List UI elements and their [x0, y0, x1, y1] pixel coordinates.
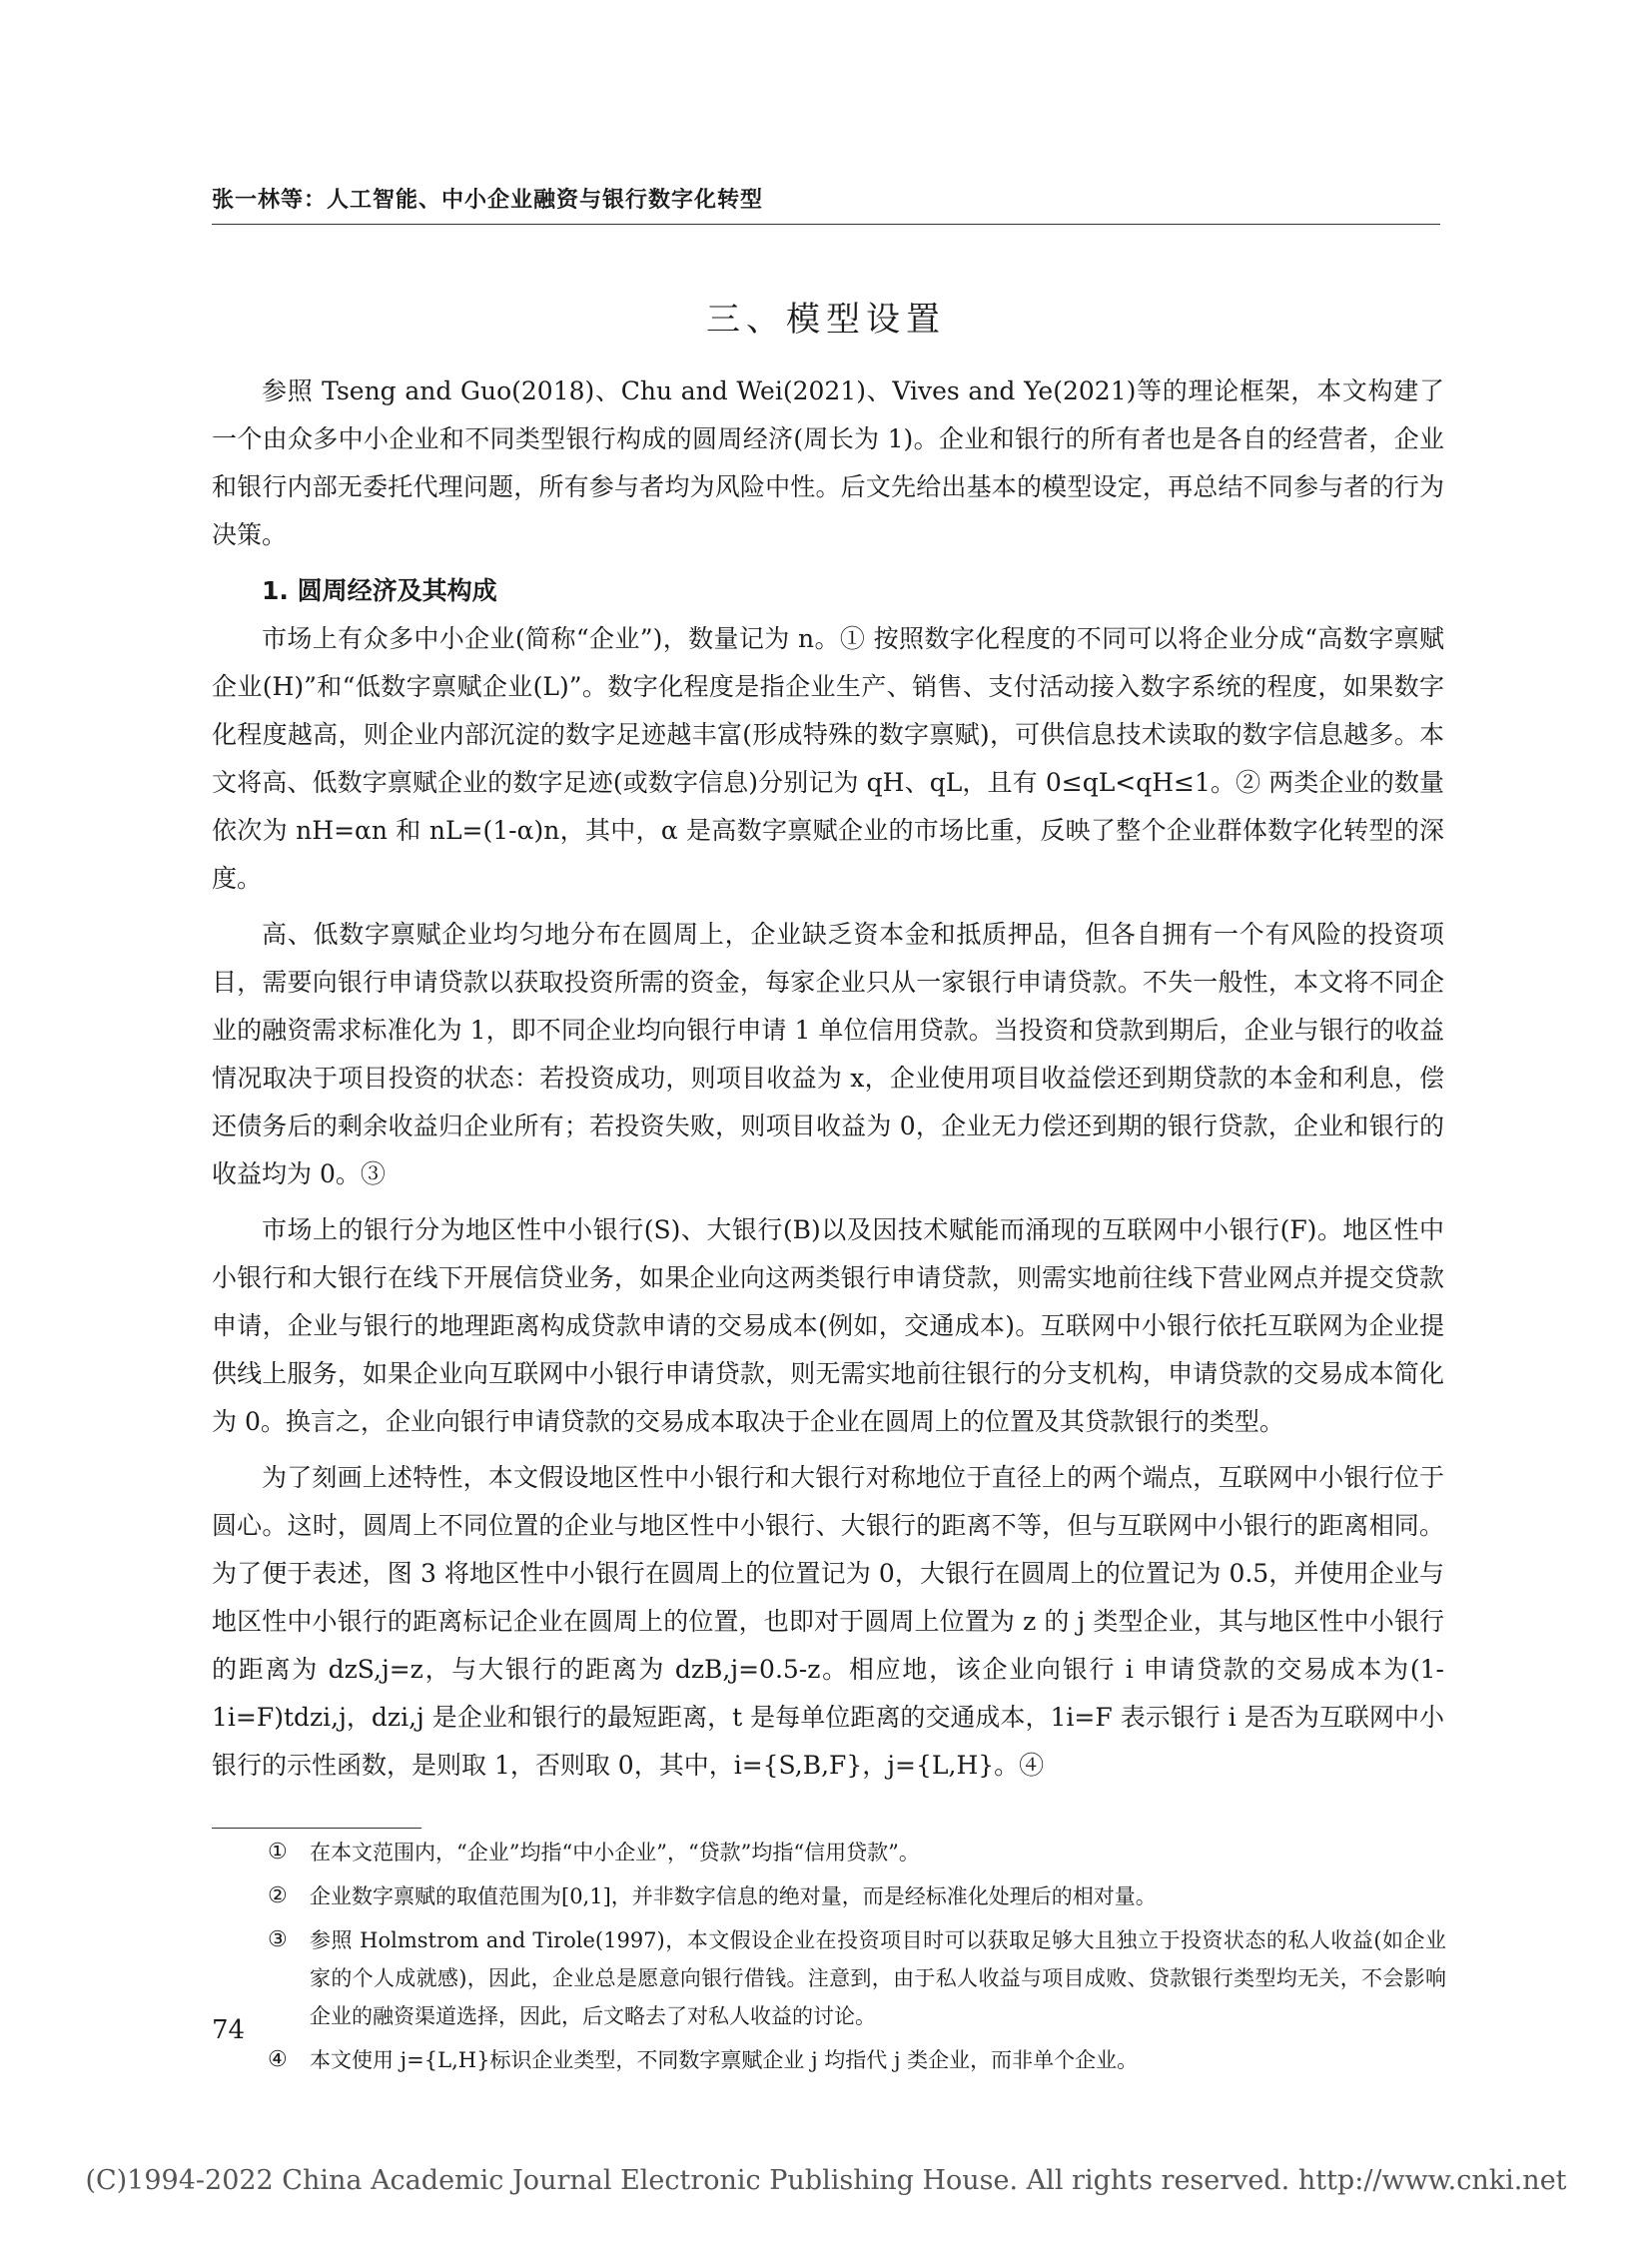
footnote-text: 在本文范围内，“企业”均指“中小企业”，“贷款”均指“信用贷款”。	[310, 1841, 920, 1865]
page-number: 74	[212, 2015, 246, 2045]
section-title: 三、模型设置	[706, 300, 946, 340]
header-divider	[212, 224, 1440, 225]
running-header: 张一林等：人工智能、中小企业融资与银行数字化转型	[212, 188, 764, 213]
footnote-marker: ②	[268, 1883, 288, 1908]
footnote-marker: ①	[268, 1840, 288, 1865]
copyright-line: (C)1994-2022 China Academic Journal Electronic Publishing House. All rights reserved. http://www.cnki.net	[85, 2165, 1567, 2196]
footnote-text: 企业数字禀赋的取值范围为[0,1]，并非数字信息的绝对量，而是经标准化处理后的相对量。	[310, 1884, 1157, 1908]
paragraph-5: 为了刻画上述特性，本文假设地区性中小银行和大银行对称地位于直径上的两个端点，互联网中小银行位于圆心。这时，圆周上不同位置的企业与地区性中小银行、大银行的距离不等，但与互联网中小银行的距离相同。为了便于表述，图 3 将地区性中小银行在圆周上的位置记为 0，大银行在圆周上的位置记为 0.5，并使用企业与地区性中小银行的距离标记企业在圆周上的位置，也即对于圆周上位置为 z 的 j 类型企业，其与地区性中小银行的距离为 dzS,j=z，与大银行的距离为 dzB,j=0.5-z。相应地，该企业向银行 i 申请贷款的交易成本为(1-1i=F)tdzi,j，dzi,j 是企业和银行的最短距离，t 是每单位距离的交通成本，1i=F 表示银行 i 是否为互联网中小银行的示性函数，是则取 1，否则取 0，其中，i={S,B,F}，j={L,H}。④	[212, 1463, 1444, 1780]
paragraph-1: 参照 Tseng and Guo(2018)、Chu and Wei(2021)、Vives and Ye(2021)等的理论框架，本文构建了一个由众多中小企业和不同类型银行构成的圆周经济(周长为 1)。企业和银行的所有者也是各自的经营者，企业和银行内部无委托代理问题，所有参与者均为风险中性。后文先给出基本的模型设定，再总结不同参与者的行为决策。	[212, 376, 1444, 549]
footnotes	[268, 1834, 1446, 2085]
footnote-3	[268, 1921, 1446, 2035]
footnote-text: 参照 Holmstrom and Tirole(1997)，本文假设企业在投资项目时可以获取足够大且独立于投资状态的私人收益(如企业家的个人成就感)，因此，企业总是愿意向银行借钱。注意到，由于私人收益与项目成败、贷款银行类型均无关，不会影响企业的融资渠道选择，因此，后文略去了对私人收益的讨论。	[310, 1928, 1446, 2028]
subsection-heading: 1. 圆周经济及其构成	[262, 576, 497, 605]
paragraph-4: 市场上的银行分为地区性中小银行(S)、大银行(B)以及因技术赋能而涌现的互联网中小银行(F)。地区性中小银行和大银行在线下开展信贷业务，如果企业向这两类银行申请贷款，则需实地前往线下营业网点并提交贷款申请，企业与银行的地理距离构成贷款申请的交易成本(例如，交通成本)。互联网中小银行依托互联网为企业提供线上服务，如果企业向互联网中小银行申请贷款，则无需实地前往银行的分支机构，申请贷款的交易成本简化为 0。换言之，企业向银行申请贷款的交易成本取决于企业在圆周上的位置及其贷款银行的类型。	[212, 1215, 1444, 1436]
footnote-marker: ④	[268, 2047, 288, 2072]
body-text	[212, 368, 1444, 1798]
paragraph-3: 高、低数字禀赋企业均匀地分布在圆周上，企业缺乏资本金和抵质押品，但各自拥有一个有风险的投资项目，需要向银行申请贷款以获取投资所需的资金，每家企业只从一家银行申请贷款。不失一般性，本文将不同企业的融资需求标准化为 1，即不同企业均向银行申请 1 单位信用贷款。当投资和贷款到期后，企业与银行的收益情况取决于项目投资的状态：若投资成功，则项目收益为 x，企业使用项目收益偿还到期贷款的本金和利息，偿还债务后的剩余收益归企业所有；若投资失败，则项目收益为 0，企业无力偿还到期的银行贷款，企业和银行的收益均为 0。③	[212, 920, 1444, 1188]
footnote-divider	[212, 1828, 421, 1829]
footnote-4	[268, 2041, 1446, 2079]
footnote-1	[268, 1834, 1446, 1871]
footnote-2	[268, 1877, 1446, 1915]
footnote-text: 本文使用 j={L,H}标识企业类型，不同数字禀赋企业 j 均指代 j 类企业，而非单个企业。	[310, 2048, 1139, 2072]
footnote-marker: ③	[268, 1927, 288, 1952]
paragraph-2: 市场上有众多中小企业(简称“企业”)，数量记为 n。① 按照数字化程度的不同可以将企业分成“高数字禀赋企业(H)”和“低数字禀赋企业(L)”。数字化程度是指企业生产、销售、支付活动接入数字系统的程度，如果数字化程度越高，则企业内部沉淀的数字足迹越丰富(形成特殊的数字禀赋)，可供信息技术读取的数字信息越多。本文将高、低数字禀赋企业的数字足迹(或数字信息)分别记为 qH、qL，且有 0≤qL<qH≤1。② 两类企业的数量依次为 nH=αn 和 nL=(1-α)n，其中，α 是高数字禀赋企业的市场比重，反映了整个企业群体数字化转型的深度。	[212, 624, 1444, 893]
